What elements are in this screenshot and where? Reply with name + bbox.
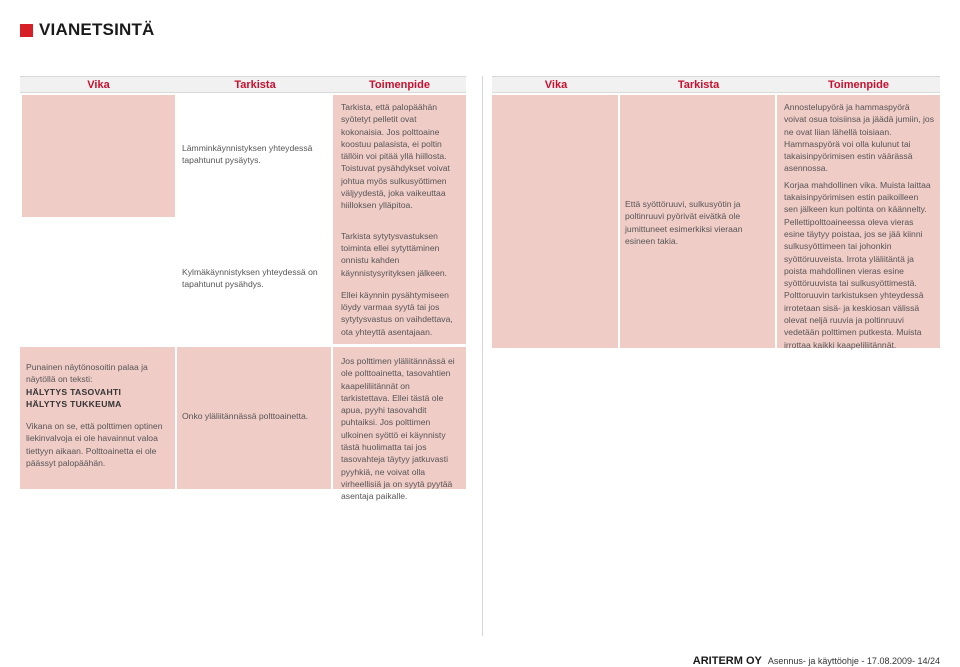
header-tarkista: Tarkista xyxy=(677,79,720,91)
right-row1-toimenpide-text-1: Annostelupyörä ja hammaspyörä voivat osua toisiinsa ja jäädä jumiin, jos ne ovat liian lähellä toisiaan. Hammaspyörä voi olla kulunut tai takaisinpyörimisen estin väärässä asennossa. xyxy=(784,102,934,174)
left-row2-toimenpide-text-2: Ellei käynnin pysähtymiseen löydy varmaa syytä tai jos sytytysvastus on vaihdettava, ota yhteyttä asentajaan. xyxy=(341,289,453,337)
alarm-description-text: Vikana on se, että polttimen optinen liekinvalvoja ei ole havainnut valoa tiettyyn aikaan. Polttoainetta ei ole päässyt palopäähän. xyxy=(26,421,163,469)
right-row1-toimenpide-text-2: Korjaa mahdollinen vika. Muista laittaa takaisinpyörimisen estin paikoilleen sen jälkeen kun poltinta on käännelty. Pellettipolttoaineessa oleva vieras esine täytyy poistaa, jos se jää kiinni sulkusyöttimeen tai johonkin syöttöruuveista. Irrota yläliitäntä ja poista mahdollinen vieras esine syöttöruuvista tai sulkusyöttimestä. Polttoruuvin tarkistuksen yhteydessä irrotetaan sisä- ja keskiosan välissä olevat neljä ruuvia ja poltinruuvi vedetään polttimen putkesta. Muista irrottaa kaikki kaapeliliitännät. xyxy=(784,179,931,350)
left-row3-tarkista-text: Onko yläliitännässä polttoainetta. xyxy=(182,411,309,421)
right-row1-vika-cell xyxy=(492,95,618,348)
header-vika: Vika xyxy=(544,79,568,91)
left-row1-tarkista-cell xyxy=(177,95,331,220)
left-row2-toimenpide-text-1: Tarkista sytytysvastuksen toiminta ellei sytyttäminen onnistu kahden käynnistysyrityksen jälkeen. xyxy=(341,230,448,278)
left-row3-vika-cell xyxy=(20,347,175,489)
left-row1-toimenpide-text: Tarkista, että palopäähän syötetyt pelletit ovat kokonaisia. Jos polttoaine koostuu palasista, ei poltin tällöin voi pitää yllä hiillosta. Toistuvat pysähdykset voivat johtua myös sulkusyöttimen väljyydestä, joka vaikeuttaa hiilloksen ylläpitoa. xyxy=(341,102,450,211)
page-footer xyxy=(693,655,940,667)
header-vika: Vika xyxy=(87,79,110,91)
alarm-intro-text: Punainen näytönosoitin palaa ja näytöllä on teksti: xyxy=(26,362,148,385)
header-toimenpide: Toimenpide xyxy=(369,79,430,91)
alarm-tukkeuma-text: HÄLYTYS TUKKEUMA xyxy=(26,398,122,409)
left-row2-tarkista-text: Kylmäkäynnistyksen yhteydessä on tapahtunut pysähdys. xyxy=(182,267,318,290)
title-square-icon xyxy=(20,24,33,37)
left-row3-toimenpide-cell xyxy=(333,347,466,502)
left-row3-toimenpide-text: Jos polttimen yläliitännässä ei ole polttoainetta, tasovahtien kaapeliliitännät on tarkistettava. Ellei tästä ole apua, pyyhi tasovahdit puhtaiksi. Jos polttimen ulkoinen syöttö ei käynnisty tästä huolimatta tai jos tasovahteja täytyy jatkuvasti pyyhkiä, ne voivat olla virheellisiä ja on syytä pyytää asentaja paikalle. xyxy=(341,356,455,502)
left-row3-tarkista-cell xyxy=(177,347,331,489)
right-row1-toimenpide-cell xyxy=(777,95,940,348)
center-divider xyxy=(482,76,483,636)
left-row1-vika-cell xyxy=(22,95,175,217)
footer-brand: ARITERM OY xyxy=(692,655,762,667)
header-tarkista: Tarkista xyxy=(234,79,276,91)
left-row2-vika-cell xyxy=(22,217,175,344)
right-troubleshooting-table xyxy=(492,76,940,348)
left-row1-tarkista-text: Lämminkäynnistyksen yhteydessä tapahtunut pysäytys. xyxy=(182,143,313,166)
left-troubleshooting-table xyxy=(20,76,466,502)
alarm-tasovahti-text: HÄLYTYS TASOVAHTI xyxy=(26,386,122,397)
left-row2-tarkista-cell xyxy=(177,220,331,344)
left-table-header xyxy=(20,76,466,93)
page-title xyxy=(20,20,155,40)
header-toimenpide: Toimenpide xyxy=(828,79,889,91)
left-row12-toimenpide-cell xyxy=(333,95,466,344)
page-title-text: VIANETSINTÄ xyxy=(39,20,155,39)
right-table-header xyxy=(492,76,940,93)
right-row1-tarkista-cell xyxy=(620,95,775,348)
right-row1-tarkista-text: Että syöttöruuvi, sulkusyötin ja poltinruuvi pyörivät eivätkä ole jumittuneet esimerkiksi vieraan esineen takia. xyxy=(625,199,743,246)
footer-text: Asennus- ja käyttöohje - 17.08.2009- 14/24 xyxy=(767,656,940,666)
